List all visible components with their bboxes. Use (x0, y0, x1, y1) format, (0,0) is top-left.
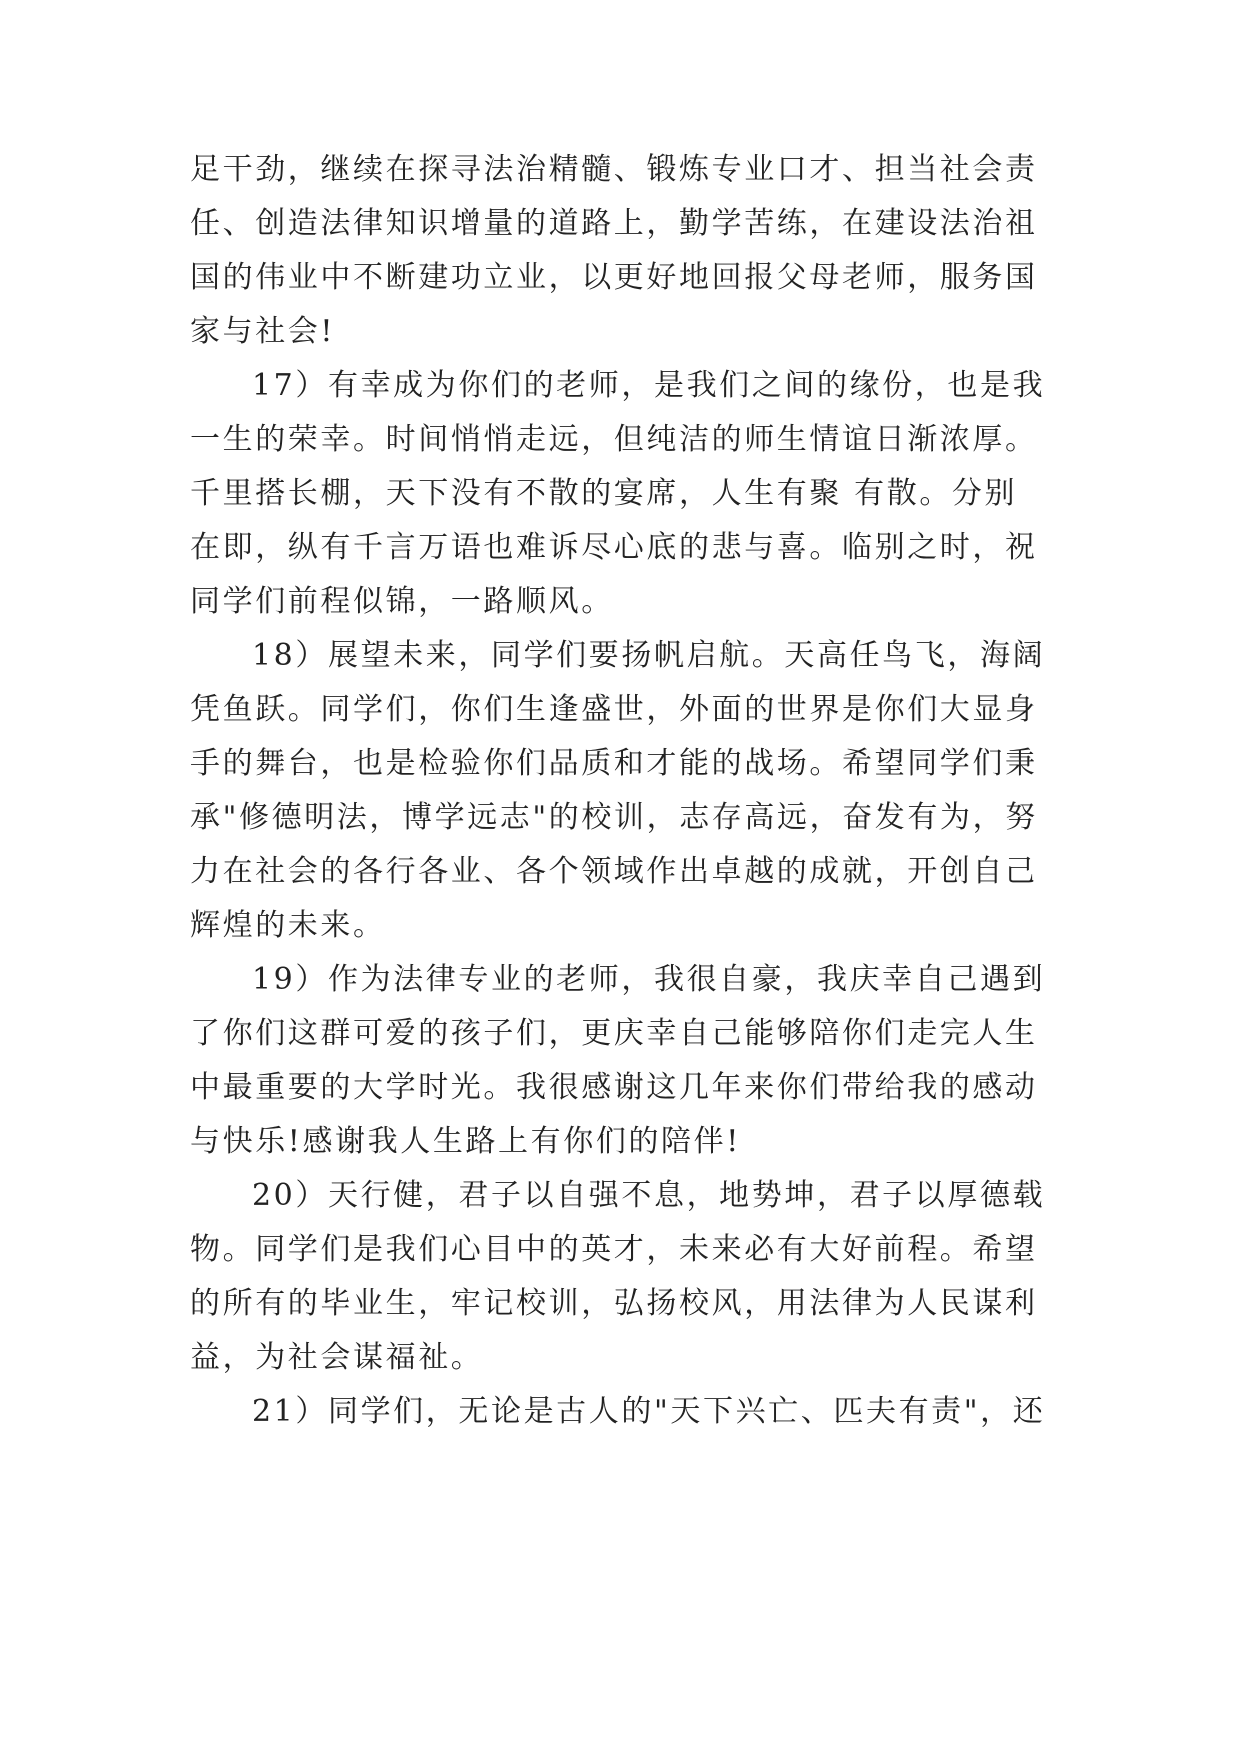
text-line: 物。同学们是我们心目中的英才，未来必有大好前程。希望 (190, 1232, 1038, 1267)
text-line: 同学们前程似锦，一路顺风。 (190, 584, 614, 619)
text-line: 承"修德明法，博学远志"的校训，志存高远，奋发有为，努 (190, 800, 1038, 835)
text-line: 辉煌的未来。 (190, 908, 386, 943)
paragraph-17-first-line: 17）有幸成为你们的老师，是我们之间的缘份，也是我 (252, 368, 1046, 403)
text-line: 一生的荣幸。时间悄悄走远，但纯洁的师生情谊日渐浓厚。 (190, 422, 1038, 457)
text-line: 凭鱼跃。同学们，你们生逢盛世，外面的世界是你们大显身 (190, 692, 1038, 727)
paragraph-18-first-line: 18）展望未来，同学们要扬帆启航。天高任鸟飞，海阔 (252, 638, 1046, 673)
text-line: 手的舞台，也是检验你们品质和才能的战场。希望同学们秉 (190, 746, 1038, 781)
text-line: 益，为社会谋福祉。 (190, 1340, 484, 1375)
text-line: 国的伟业中不断建功立业，以更好地回报父母老师，服务国 (190, 260, 1038, 295)
text-line: 在即，纵有千言万语也难诉尽心底的悲与喜。临别之时，祝 (190, 530, 1038, 565)
text-line: 力在社会的各行各业、各个领域作出卓越的成就，开创自己 (190, 854, 1038, 889)
paragraph-20-first-line: 20）天行健，君子以自强不息，地势坤，君子以厚德载 (252, 1178, 1046, 1213)
text-line: 了你们这群可爱的孩子们，更庆幸自己能够陪你们走完人生 (190, 1016, 1038, 1051)
text-line: 足干劲，继续在探寻法治精髓、锻炼专业口才、担当社会责 (190, 152, 1038, 187)
paragraph-21-first-line: 21）同学们，无论是古人的"天下兴亡、匹夫有责"，还 (252, 1394, 1046, 1429)
paragraph-19-first-line: 19）作为法律专业的老师，我很自豪，我庆幸自己遇到 (252, 962, 1046, 997)
text-line: 千里搭长棚，天下没有不散的宴席，人生有聚 有散。分别 (190, 476, 1018, 511)
text-line: 任、创造法律知识增量的道路上，勤学苦练，在建设法治祖 (190, 206, 1038, 241)
text-line: 家与社会! (190, 314, 336, 349)
text-line: 中最重要的大学时光。我很感谢这几年来你们带给我的感动 (190, 1070, 1038, 1105)
text-line: 的所有的毕业生，牢记校训，弘扬校风，用法律为人民谋利 (190, 1286, 1038, 1321)
text-line: 与快乐!感谢我人生路上有你们的陪伴! (190, 1124, 741, 1159)
